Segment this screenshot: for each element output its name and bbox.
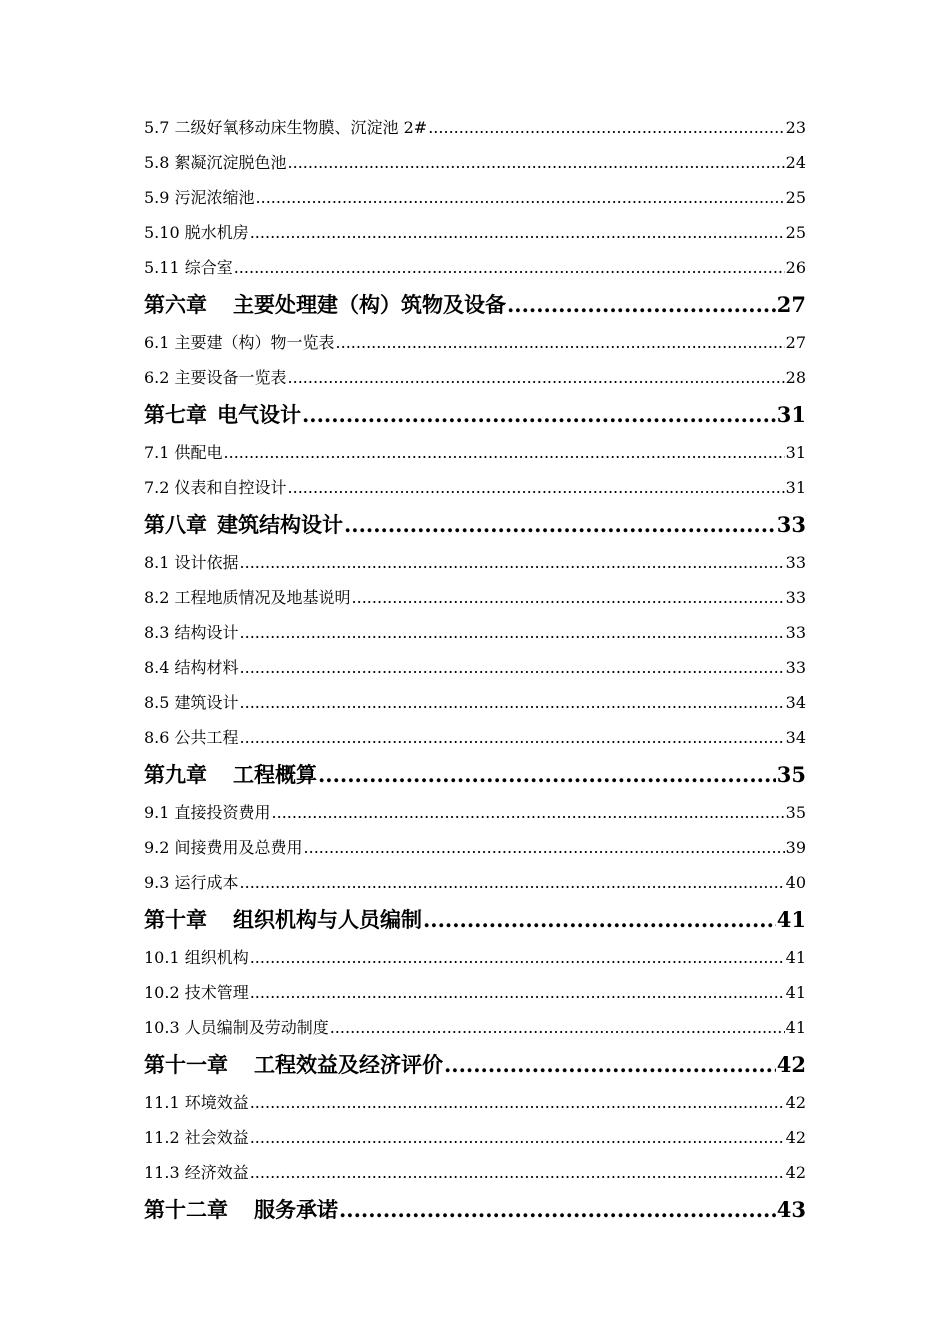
toc-page-number: 25 [785,223,806,242]
toc-entry-5-8[interactable] [144,145,806,180]
toc-dot-leader [240,545,785,580]
toc-page-number: 25 [785,188,806,207]
toc-entry-label: 5.10 脱水机房 [144,223,249,242]
toc-entry-label: 9.1 直接投资费用 [144,803,271,822]
toc-dot-leader [288,470,785,505]
toc-chapter-number: 第十一章 [144,1052,228,1077]
toc-entry-label: 11.2 社会效益 [144,1128,249,1147]
toc-dot-leader [288,360,785,395]
toc-chapter-number: 第九章 [144,762,207,787]
toc-entry-6-2[interactable] [144,360,806,395]
toc-dot-leader [250,1155,785,1190]
toc-chapter-6[interactable] [144,285,806,325]
toc-dot-leader [330,1010,785,1045]
toc-chapter-title: 组织机构与人员编制 [233,907,422,932]
toc-page-number: 34 [785,728,806,747]
toc-page-number: 35 [776,762,806,787]
toc-page-number: 42 [785,1128,806,1147]
toc-entry-9-2[interactable] [144,830,806,865]
toc-chapter-label [144,285,506,325]
toc-entry-5-11[interactable] [144,250,806,285]
toc-entry-8-5[interactable] [144,685,806,720]
toc-entry-5-9[interactable] [144,180,806,215]
toc-dot-leader [288,145,785,180]
toc-page-number: 41 [776,907,806,932]
toc-chapter-title: 建筑结构设计 [217,512,343,537]
toc-dot-leader [352,580,785,615]
toc-entry-label: 8.2 工程地质情况及地基说明 [144,588,351,607]
toc-chapter-label [144,1190,338,1230]
toc-page-number: 31 [776,402,806,427]
toc-dot-leader [318,755,776,795]
toc-entry-label: 8.6 公共工程 [144,728,239,747]
toc-page-number: 34 [785,693,806,712]
toc-dot-leader [250,1085,785,1120]
toc-page-number: 27 [776,292,806,317]
toc-entry-label: 6.1 主要建（构）物一览表 [144,333,335,352]
toc-chapter-label [144,900,422,940]
toc-dot-leader [428,110,784,145]
toc-dot-leader [250,940,785,975]
toc-page-number: 40 [785,873,806,892]
toc-page-number: 27 [785,333,806,352]
toc-chapter-title: 电气设计 [217,402,301,427]
toc-chapter-number: 第十章 [144,907,207,932]
toc-entry-label: 5.9 污泥浓缩池 [144,188,255,207]
toc-chapter-7[interactable] [144,395,806,435]
toc-entry-label: 8.1 设计依据 [144,553,239,572]
toc-chapter-9[interactable] [144,755,806,795]
toc-entry-6-1[interactable] [144,325,806,360]
toc-chapter-12[interactable] [144,1190,806,1230]
toc-entry-label: 8.3 结构设计 [144,623,239,642]
toc-chapter-label [144,505,343,545]
toc-dot-leader [240,685,785,720]
toc-entry-5-7[interactable] [144,110,806,145]
toc-page-number: 33 [776,512,806,537]
toc-dot-leader [339,1190,776,1230]
toc-dot-leader [302,395,776,435]
toc-entry-10-1[interactable] [144,940,806,975]
toc-page-number: 28 [785,368,806,387]
toc-dot-leader [250,975,785,1010]
toc-entry-8-6[interactable] [144,720,806,755]
toc-chapter-title: 服务承诺 [254,1197,338,1222]
toc-page-number: 42 [776,1052,806,1077]
toc-page-number: 42 [785,1163,806,1182]
toc-chapter-number: 第六章 [144,292,207,317]
toc-entry-10-3[interactable] [144,1010,806,1045]
toc-dot-leader [234,250,785,285]
toc-chapter-10[interactable] [144,900,806,940]
toc-entry-label: 10.3 人员编制及劳动制度 [144,1018,329,1037]
toc-entry-11-1[interactable] [144,1085,806,1120]
toc-entry-label: 11.3 经济效益 [144,1163,249,1182]
toc-page-number: 23 [785,118,806,137]
toc-dot-leader [272,795,785,830]
toc-entry-label: 9.3 运行成本 [144,873,239,892]
toc-dot-leader [224,435,785,470]
toc-entry-label: 10.1 组织机构 [144,948,249,967]
toc-entry-8-2[interactable] [144,580,806,615]
toc-page [144,110,806,1230]
toc-entry-11-2[interactable] [144,1120,806,1155]
toc-chapter-label [144,755,317,795]
toc-dot-leader [240,865,785,900]
toc-page-number: 33 [785,553,806,572]
toc-page-number: 24 [785,153,806,172]
toc-chapter-number: 第七章 [144,402,207,427]
toc-page-number: 33 [785,623,806,642]
toc-entry-7-2[interactable] [144,470,806,505]
toc-entry-8-1[interactable] [144,545,806,580]
toc-entry-label: 7.2 仪表和自控设计 [144,478,287,497]
toc-entry-label: 8.4 结构材料 [144,658,239,677]
toc-entry-7-1[interactable] [144,435,806,470]
toc-entry-label: 9.2 间接费用及总费用 [144,838,303,857]
toc-chapter-title: 主要处理建（构）筑物及设备 [233,292,506,317]
toc-chapter-11[interactable] [144,1045,806,1085]
toc-entry-9-1[interactable] [144,795,806,830]
toc-dot-leader [336,325,785,360]
toc-chapter-title: 工程效益及经济评价 [254,1052,443,1077]
toc-entry-label: 6.2 主要设备一览表 [144,368,287,387]
toc-entry-label: 5.7 二级好氧移动床生物膜、沉淀池 2# [144,118,428,137]
toc-dot-leader [444,1045,776,1085]
toc-entry-label: 5.11 综合室 [144,258,233,277]
toc-entry-9-3[interactable] [144,865,806,900]
toc-dot-leader [240,650,785,685]
toc-page-number: 43 [776,1197,806,1222]
toc-entry-8-3[interactable] [144,615,806,650]
toc-entry-5-10[interactable] [144,215,806,250]
toc-dot-leader [507,285,776,325]
toc-dot-leader [304,830,785,865]
toc-page-number: 35 [785,803,806,822]
toc-entry-label: 10.2 技术管理 [144,983,249,1002]
toc-page-number: 26 [785,258,806,277]
toc-chapter-title: 工程概算 [233,762,317,787]
toc-dot-leader [423,900,776,940]
toc-page-number: 41 [785,983,806,1002]
toc-dot-leader [250,1120,785,1155]
toc-page-number: 31 [785,478,806,497]
toc-page-number: 33 [785,588,806,607]
toc-chapter-number: 第八章 [144,512,207,537]
toc-page-number: 41 [785,948,806,967]
toc-page-number: 33 [785,658,806,677]
toc-page-number: 39 [785,838,806,857]
toc-entry-label: 8.5 建筑设计 [144,693,239,712]
toc-chapter-8[interactable] [144,505,806,545]
toc-dot-leader [240,720,785,755]
toc-entry-label: 5.8 絮凝沉淀脱色池 [144,153,287,172]
toc-entry-label: 7.1 供配电 [144,443,223,462]
toc-entry-8-4[interactable] [144,650,806,685]
toc-entry-11-3[interactable] [144,1155,806,1190]
toc-entry-label: 11.1 环境效益 [144,1093,249,1112]
toc-chapter-label [144,395,301,435]
toc-dot-leader [240,615,785,650]
toc-dot-leader [256,180,785,215]
toc-page-number: 41 [785,1018,806,1037]
toc-page-number: 31 [785,443,806,462]
toc-page-number: 42 [785,1093,806,1112]
toc-dot-leader [250,215,785,250]
toc-dot-leader [344,505,776,545]
toc-chapter-label [144,1045,443,1085]
toc-entry-10-2[interactable] [144,975,806,1010]
toc-chapter-number: 第十二章 [144,1197,228,1222]
